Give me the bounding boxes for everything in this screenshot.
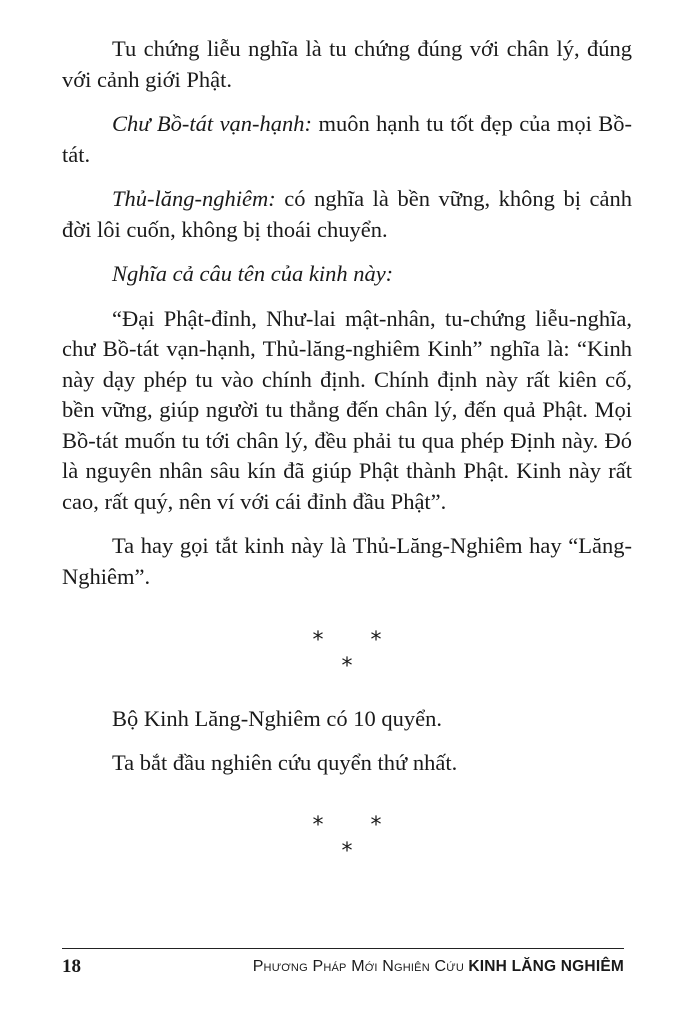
paragraph-text: có nghĩa là bền vững, không bị cảnh đời lôi cuốn, không bị thoái chuyển. xyxy=(62,186,632,242)
paragraph-full-title-meaning xyxy=(62,304,632,518)
paragraph-begin-study xyxy=(62,748,632,779)
running-head-book-title: KINH LĂNG NGHIÊM xyxy=(468,958,624,975)
paragraph-lieu-nghia xyxy=(62,34,632,95)
page-body xyxy=(62,34,632,606)
paragraph-volume-count xyxy=(62,704,632,735)
section-separator xyxy=(62,813,632,865)
term-thu-lang-nghiem: Thủ-lăng-nghiêm: xyxy=(112,186,276,211)
running-head xyxy=(253,956,624,978)
term-bo-tat-van-hanh: Chư Bồ-tát vạn-hạnh: xyxy=(112,111,313,136)
section-separator xyxy=(62,628,632,680)
separator-stars-top: * * xyxy=(312,628,402,653)
paragraph-text: Ta hay gọi tắt kinh này là Thủ-Lăng-Nghiêm hay “Lăng-Nghiêm”. xyxy=(62,533,632,589)
separator-star-bottom: * xyxy=(341,654,353,679)
paragraph-text: Nghĩa cả câu tên của kinh này: xyxy=(112,261,394,286)
paragraph-thu-lang-nghiem xyxy=(62,184,632,245)
running-head-series: Phương Pháp Mới Nghiên Cứu xyxy=(252,958,464,975)
paragraph-text: “Đại Phật-đỉnh, Như-lai mật-nhân, tu-chứng liễu-nghĩa, chư Bồ-tát vạn-hạnh, Thủ-lăng-nghiêm Kinh” nghĩa là: “Kinh này dạy phép tu vào chính định. Chính định này rất kiên cố, bền vững, giúp người tu thẳng đến chân lý, đến quả Phật. Mọi Bồ-tát muốn tu tới chân lý, đều phải tu qua phép Định này. Đó là nguyên nhân sâu kín đã giúp Phật thành Phật. Kinh này rất cao, rất quý, nên ví với cái đỉnh đầu Phật”. xyxy=(62,305,632,514)
separator-star-bottom: * xyxy=(341,839,353,864)
footer-divider xyxy=(62,948,624,949)
paragraph-text: muôn hạnh tu tốt đẹp của mọi Bồ-tát. xyxy=(62,111,632,167)
paragraph-text: Bộ Kinh Lăng-Nghiêm có 10 quyển. xyxy=(112,706,442,731)
paragraph-short-name xyxy=(62,531,632,592)
paragraph-bo-tat-van-hanh xyxy=(62,109,632,170)
separator-stars-top: * * xyxy=(312,813,402,838)
paragraph-text: Ta bắt đầu nghiên cứu quyển thứ nhất. xyxy=(112,749,458,775)
page-number: 18 xyxy=(62,956,81,977)
page-footer xyxy=(62,955,624,981)
paragraph-title-meaning-heading xyxy=(62,259,632,290)
page-body-continued xyxy=(62,704,632,791)
paragraph-text: Tu chứng liễu nghĩa là tu chứng đúng với chân lý, đúng với cảnh giới Phật. xyxy=(62,36,632,92)
